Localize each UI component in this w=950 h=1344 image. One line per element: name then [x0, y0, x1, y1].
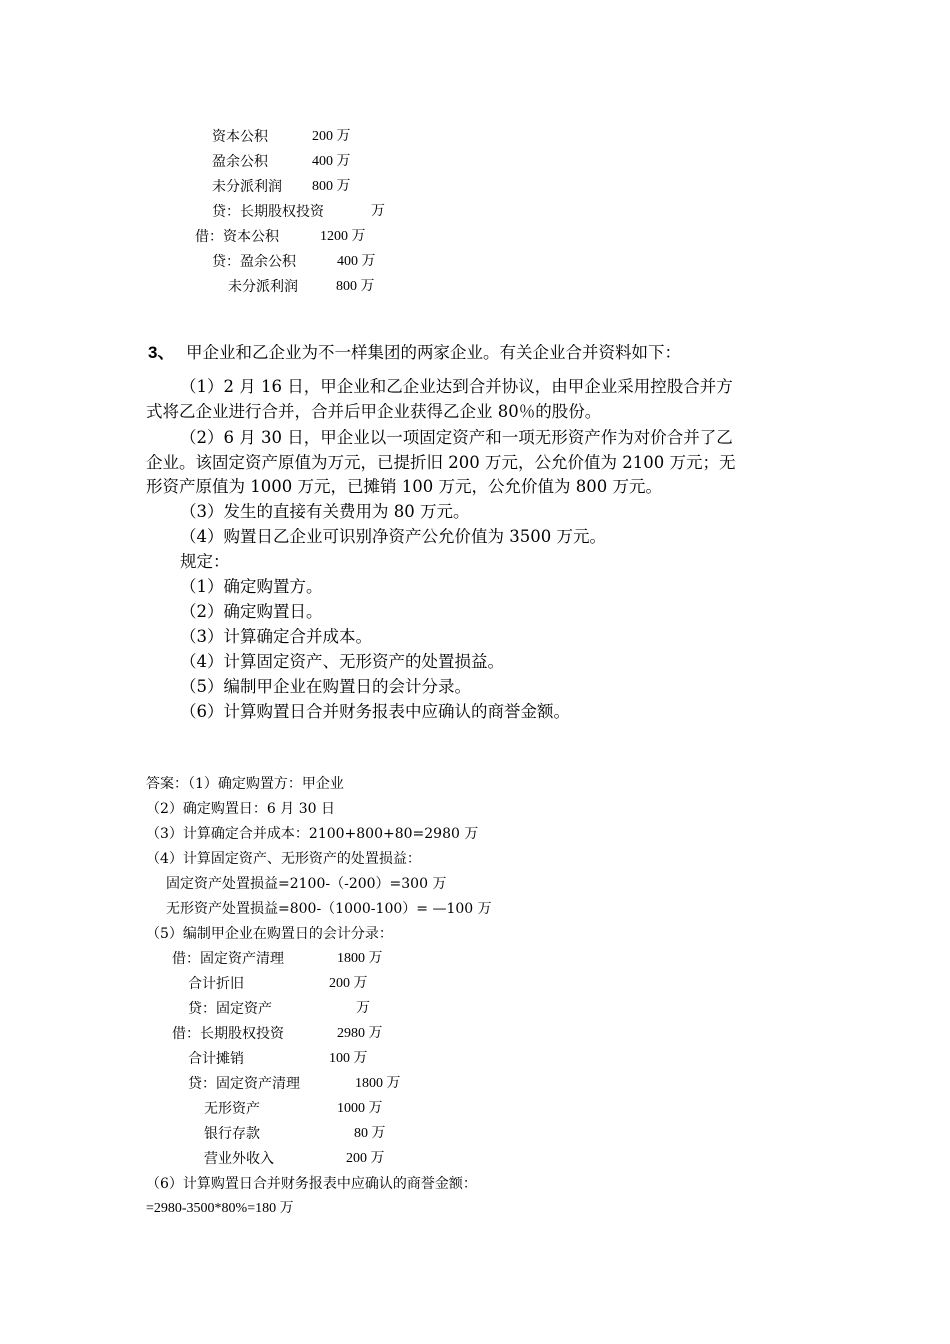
requirements-label: 规定：	[180, 552, 230, 571]
answer-line: （5）编制甲企业在购置日的会计分录：	[146, 926, 393, 942]
paragraph-line: （2）6 月 30 日，甲企业以一项固定资产和一项无形资产作为对价合并了乙	[180, 428, 733, 447]
entry-amount: 400 万	[312, 154, 351, 169]
paragraph-line: （3）发生的直接有关费用为 80 万元。	[180, 502, 470, 521]
entry-amount: 1000 万	[337, 1101, 383, 1116]
entry-label: 银行存款	[204, 1126, 260, 1142]
entry-amount: 80 万	[354, 1126, 386, 1141]
entry-label: 合计折旧	[188, 976, 244, 992]
entry-label: 营业外收入	[204, 1151, 274, 1167]
entry-label: 未分派利润	[212, 179, 282, 195]
paragraph-line: （1）2 月 16 日，甲企业和乙企业达到合并协议，由甲企业采用控股合并方	[180, 377, 733, 396]
paragraph-line: 式将乙企业进行合并，合并后甲企业获得乙企业 80％的股份。	[146, 402, 602, 421]
entry-amount: 1800 万	[337, 951, 383, 966]
requirement-item: （1）确定购置方。	[180, 577, 323, 596]
entry-amount: 800 万	[312, 179, 351, 194]
answer-line: 无形资产处置损益=800-（1000-100）= —100 万	[166, 901, 492, 917]
requirement-item: （2）确定购置日。	[180, 602, 323, 621]
entry-label: 合计摊销	[188, 1051, 244, 1067]
answer-line: （3）计算确定合并成本：2100+800+80=2980 万	[146, 826, 479, 842]
entry-label: 借：长期股权投资	[172, 1026, 284, 1042]
entry-label: 未分派利润	[228, 279, 298, 295]
entry-label: 贷：盈余公积	[212, 254, 296, 270]
entry-amount: 400 万	[337, 254, 376, 269]
requirement-item: （5）编制甲企业在购置日的会计分录。	[180, 677, 471, 696]
answer-line: （6）计算购置日合并财务报表中应确认的商誉金额：	[146, 1176, 477, 1192]
entry-amount: 800 万	[336, 279, 375, 294]
entry-label: 贷：固定资产清理	[188, 1076, 300, 1092]
entry-amount: 2980 万	[337, 1026, 383, 1041]
entry-label: 无形资产	[204, 1101, 260, 1117]
entry-label: 资本公积	[212, 129, 268, 145]
requirement-item: （4）计算固定资产、无形资产的处置损益。	[180, 652, 504, 671]
entry-label: 借：资本公积	[195, 229, 279, 245]
entry-amount: 100 万	[329, 1051, 368, 1066]
paragraph-line: 企业。该固定资产原值为万元，已提折旧 200 万元，公允价值为 2100 万元；无	[146, 453, 736, 472]
paragraph-line: 形资产原值为 1000 万元，已摊销 100 万元，公允价值为 800 万元。	[146, 477, 662, 496]
answer-line: 固定资产处置损益=2100-（-200）=300 万	[166, 876, 447, 892]
entry-amount: 200 万	[329, 976, 368, 991]
answer-line: （4）计算固定资产、无形资产的处置损益：	[146, 851, 421, 867]
entry-label: 贷：固定资产	[188, 1001, 272, 1017]
answer-line: 答案：（1）确定购置方：甲企业	[146, 776, 344, 792]
entry-amount: 万	[356, 1001, 370, 1016]
question-intro: 甲企业和乙企业为不一样集团的两家企业。有关企业合并资料如下：	[186, 343, 681, 362]
entry-label: 借：固定资产清理	[172, 951, 284, 967]
requirement-item: （6）计算购置日合并财务报表中应确认的商誉金额。	[180, 702, 570, 721]
requirement-item: （3）计算确定合并成本。	[180, 627, 372, 646]
entry-amount: 1200 万	[320, 229, 366, 244]
entry-amount: 1800 万	[355, 1076, 401, 1091]
entry-amount: 200 万	[346, 1151, 385, 1166]
paragraph-line: （4）购置日乙企业可识别净资产公允价值为 3500 万元。	[180, 527, 606, 546]
entry-amount: 万	[371, 204, 385, 219]
entry-amount: 200 万	[312, 129, 351, 144]
entry-label: 贷：长期股权投资	[212, 204, 324, 220]
entry-label: 盈余公积	[212, 154, 268, 170]
answer-line: =2980-3500*80%=180 万	[146, 1201, 294, 1216]
question-number: 3、	[148, 343, 175, 362]
answer-line: （2）确定购置日：6 月 30 日	[146, 801, 335, 817]
